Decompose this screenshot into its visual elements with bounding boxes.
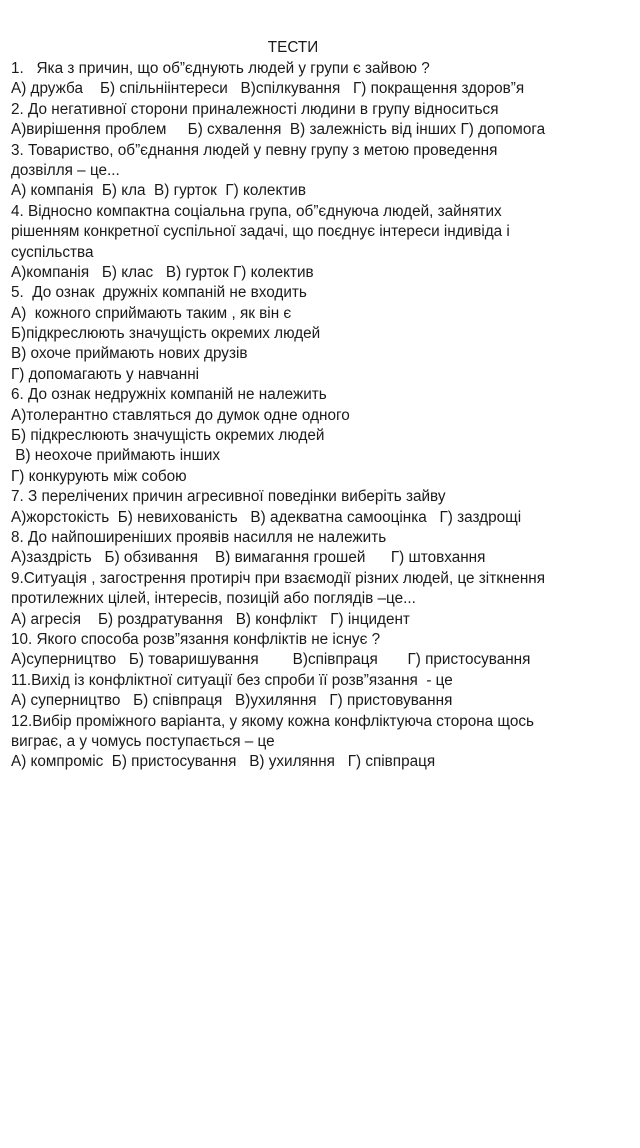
document-line: Г) допомагають у навчанні [11,365,200,383]
document-line: Г) конкурують між собою [11,467,187,485]
document-line: А) суперництво Б) співпраця В)ухиляння Г) пристовування [11,692,453,710]
document-line: 2. До негативної сторони приналежності людини в групу відноситься [11,100,499,118]
document-line: 4. Відносно компактна соціальна група, об”єднуюча людей, зайнятих [11,202,502,220]
document-line: дозвілля – це... [11,161,120,179]
document-line: Б)підкреслюють значущість окремих людей [11,325,321,343]
document-line: В) охоче приймають нових друзів [11,345,248,363]
document-line: протилежних цілей, інтересів, позицій або поглядів –це... [11,590,416,608]
document-line: А)жорстокість Б) невихованість В) адекватна самооцінка Г) заздрощі [11,508,522,526]
document-line: А) кожного сприймають таким , як він є [11,304,292,322]
document-line: А)толерантно ставляться до думок одне одного [11,406,350,424]
document-line: суспільства [11,243,94,261]
document-line: виграє, а у чомусь поступається – це [11,732,275,750]
document-line: 8. До найпоширеніших проявів насилля не належить [11,528,387,546]
document-line: В) неохоче приймають інших [11,447,221,465]
document-line: 7. З перелічених причин агресивної поведінки виберіть зайву [11,488,446,506]
document-title: ТЕСТИ [267,39,319,56]
document-line: 3. Товариство, об”єднання людей у певну групу з метою проведення [11,141,498,159]
document-line: А) дружба Б) спільніінтереси В)спілкування Г) покращення здоров”я [11,80,525,98]
document-body [11,59,640,773]
document-line: А)суперництво Б) товаришування В)співпраця Г) пристосування [11,651,531,669]
document-line: 11.Вихід із конфліктної ситуації без спроби її розв”язання - це [11,671,453,689]
document-line: А) компанія Б) кла В) гурток Г) колектив [11,182,306,200]
document-line: 1. Яка з причин, що об”єднують людей у групи є зайвою ? [11,60,430,77]
document-line: рішенням конкретної суспільної задачі, що поєднує інтереси індивіда і [11,223,510,241]
document-line: 10. Якого способа розв”язання конфліктів не існує ? [11,630,381,648]
document-line: 9.Ситуація , загострення протиріч при взаємодії різних людей, це зіткнення [11,569,546,587]
document-line: А)компанія Б) клас В) гурток Г) колектив [11,263,314,281]
document-line: 5. До ознак дружніх компаній не входить [11,284,307,302]
document-line: А)заздрість Б) обзивання В) вимагання грошей Г) штовхання [11,549,486,567]
document-line: А) агресія Б) роздратування В) конфлікт Г) інцидент [11,610,410,628]
document-line: 6. До ознак недружніх компаній не належить [11,386,327,404]
document-line: А) компроміс Б) пристосування В) ухиляння Г) співпраця [11,753,436,771]
document-line: Б) підкреслюють значущість окремих людей [11,427,325,445]
document-line: А)вирішення проблем Б) схвалення В) залежність від інших Г) допомога [11,121,546,139]
document-line: 12.Вибір проміжного варіанта, у якому кожна конфліктуюча сторона щось [11,712,534,730]
